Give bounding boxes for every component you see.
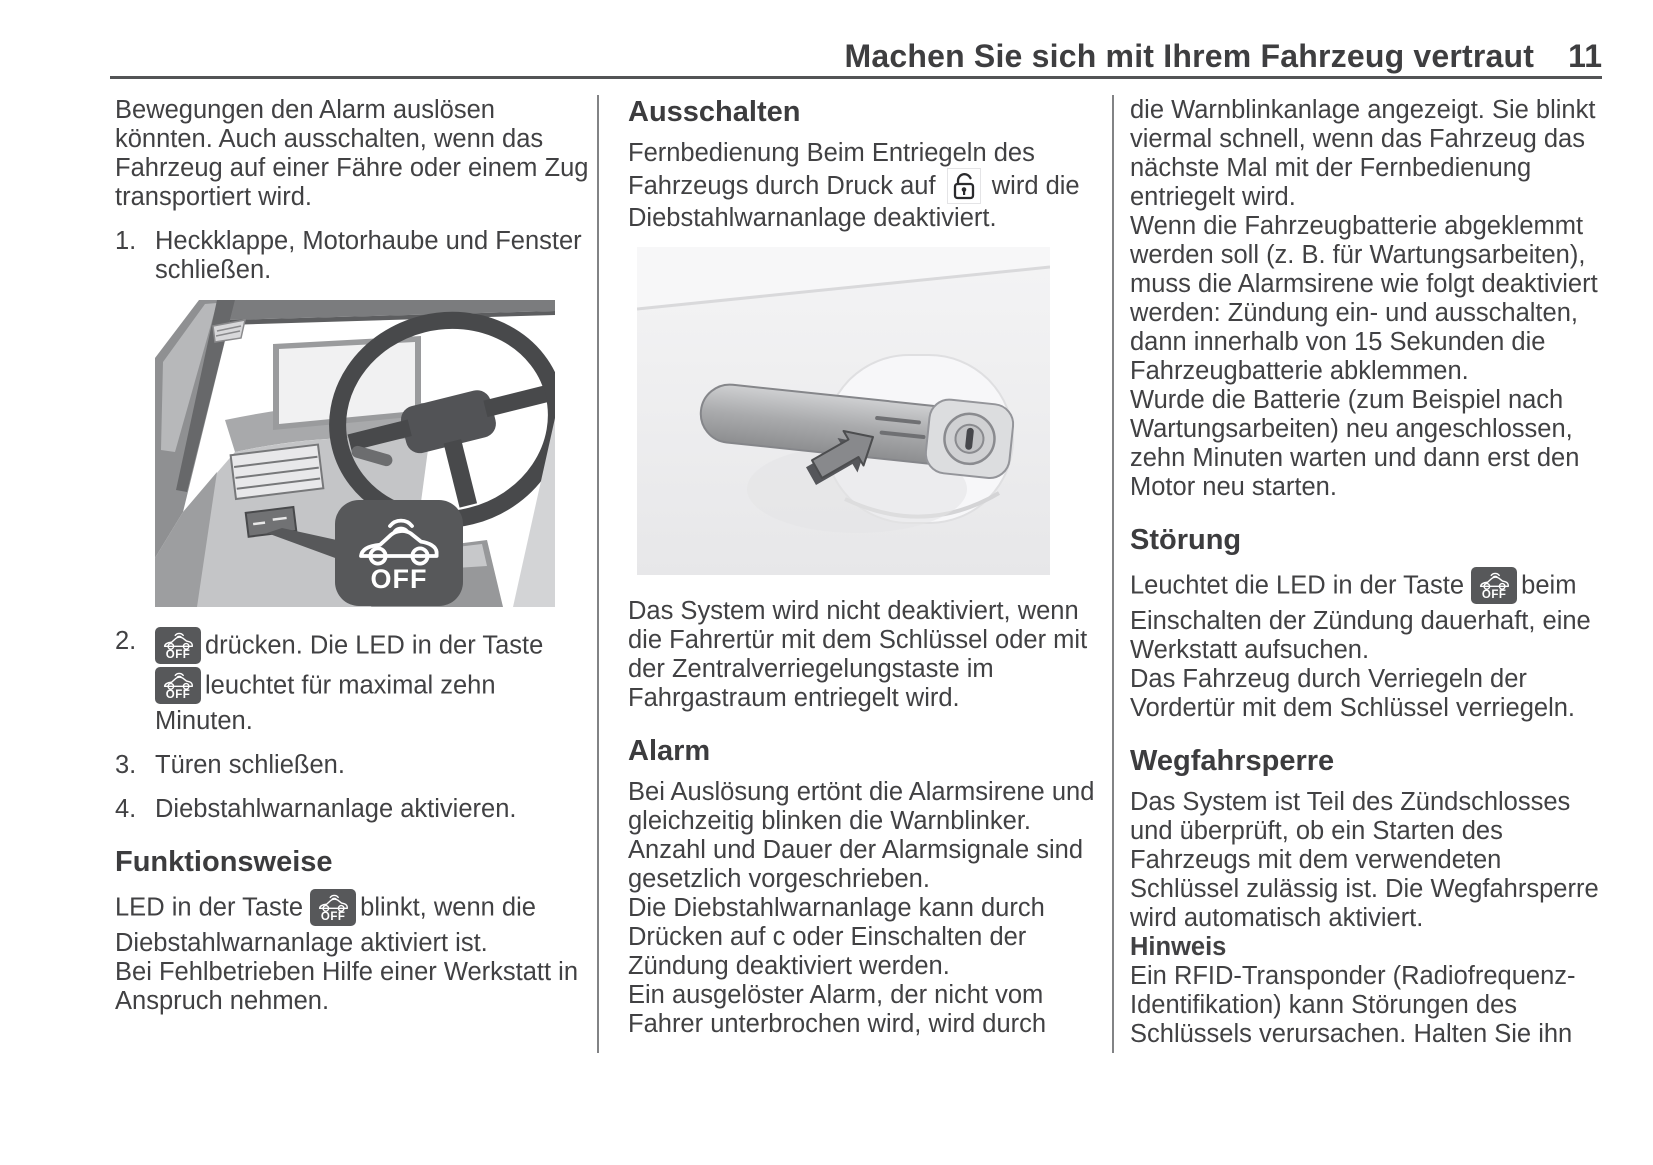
column-right xyxy=(1130,96,1608,1049)
list-number: 1. xyxy=(115,227,137,255)
note-label: Hinweis xyxy=(1130,933,1227,961)
paragraph: Das System wird nicht deaktiviert, wenn die Fahrertür mit dem Schlüssel oder mit der Zentralverriegelungstaste im Fahrgastraum entriegelt wird. xyxy=(628,597,1088,712)
alarm-off-button-icon: OFF xyxy=(310,889,356,926)
list-text: Diebstahlwarnanlage aktivieren. xyxy=(155,795,517,823)
dashboard-illustration xyxy=(155,300,555,607)
list-number: 2. xyxy=(115,627,137,655)
list-number: 4. xyxy=(115,795,137,823)
paragraph: Ein RFID-Transponder (Radiofrequenz-Identifikation) kann Störungen des Schlüssels verursachen. Halten Sie ihn xyxy=(1130,962,1576,1048)
paragraph: Die Diebstahlwarnanlage kann durch Drücken auf c oder Einschalten der Zündung deaktiviert werden. xyxy=(628,894,1045,980)
section-heading-funktionsweise: Funktionsweise xyxy=(115,846,333,878)
column-divider-1 xyxy=(597,95,599,1053)
section-heading-stoerung: Störung xyxy=(1130,524,1242,556)
list-text: OFF drücken. Die LED in der Taste OFF leuchtet für maximal zehn Minuten. xyxy=(155,627,593,736)
door-handle-art xyxy=(637,247,1050,575)
paragraph: Das System ist Teil des Zündschlosses und überprüft, ob ein Starten des Fahrzeugs mit dem verwendeten Schlüssel zulässig ist. Die Wegfahrsperre wird automatisch aktiviert. xyxy=(1130,788,1599,932)
off-label: OFF xyxy=(370,563,428,594)
alarm-off-button-icon: OFF xyxy=(155,627,201,664)
list-text: Türen schließen. xyxy=(155,751,345,779)
paragraph: LED in der Taste OFF blinkt, wenn die Diebstahlwarnanlage aktiviert ist. xyxy=(115,889,593,958)
unlock-icon xyxy=(947,168,981,204)
paragraph: Wurde die Batterie (zum Beispiel nach Wartungsarbeiten) neu angeschlossen, zehn Minuten warten und dann erst den Motor neu starten. xyxy=(1130,386,1580,501)
paragraph: Ein ausgelöster Alarm, der nicht vom Fahrer unterbrochen wird, wird durch xyxy=(628,981,1047,1038)
off-button-callout xyxy=(335,500,463,606)
page-number: 11 xyxy=(1568,38,1602,74)
paragraph: Bewegungen den Alarm auslösen könnten. Auch ausschalten, wenn das Fahrzeug auf einer Fähre oder einem Zug transportiert wird. xyxy=(115,96,589,211)
car-alarm-icon xyxy=(355,514,443,566)
door-handle-illustration xyxy=(637,247,1050,575)
list-number: 3. xyxy=(115,751,137,779)
section-heading-ausschalten: Ausschalten xyxy=(628,96,801,128)
list-item-3 xyxy=(115,751,593,780)
column-left xyxy=(115,96,593,1016)
paragraph: Bei Auslösung ertönt die Alarmsirene und gleichzeitig blinken die Warnblinker. Anzahl und Dauer der Alarmsignale sind gesetzlich vorgeschrieben. xyxy=(628,778,1095,893)
paragraph: Fernbedienung Beim Entriegeln des Fahrzeugs durch Druck auf wird die Diebstahlwarnanlage deaktiviert. xyxy=(628,139,1080,232)
paragraph: Das Fahrzeug durch Verriegeln der Vordertür mit dem Schlüssel verriegeln. xyxy=(1130,665,1576,722)
list-item-4 xyxy=(115,795,593,824)
page-header xyxy=(115,38,1602,75)
list-item-2 xyxy=(115,627,593,736)
column-middle xyxy=(628,96,1106,1039)
header-rule xyxy=(110,76,1602,79)
paragraph: Wenn die Fahrzeugbatterie abgeklemmt werden soll (z. B. für Wartungsarbeiten), muss die Alarmsirene wie folgt deaktiviert werden: Zündung ein- und ausschalten, dann innerhalb von 15 Sekunden die Fahrzeugbatterie abklemmen. xyxy=(1130,212,1598,385)
list-item-1 xyxy=(115,227,593,285)
paragraph: Leuchtet die LED in der Taste OFF beim Einschalten der Zündung dauerhaft, eine Werkstatt aufsuchen. xyxy=(1130,567,1608,665)
paragraph: Bei Fehlbetrieben Hilfe einer Werkstatt in Anspruch nehmen. xyxy=(115,958,578,1015)
alarm-off-button-icon: OFF xyxy=(155,667,201,704)
list-text: Heckklappe, Motorhaube und Fenster schließen. xyxy=(155,227,582,284)
chapter-title: Machen Sie sich mit Ihrem Fahrzeug vertraut xyxy=(844,38,1535,74)
paragraph: die Warnblinkanlage angezeigt. Sie blinkt viermal schnell, wenn das Fahrzeug das nächste Mal mit der Fernbedienung entriegelt wird. xyxy=(1130,96,1596,211)
section-heading-wegfahrsperre: Wegfahrsperre xyxy=(1130,745,1335,777)
column-divider-2 xyxy=(1112,95,1114,1053)
alarm-off-button-icon: OFF xyxy=(1471,567,1517,604)
section-heading-alarm: Alarm xyxy=(628,735,711,767)
